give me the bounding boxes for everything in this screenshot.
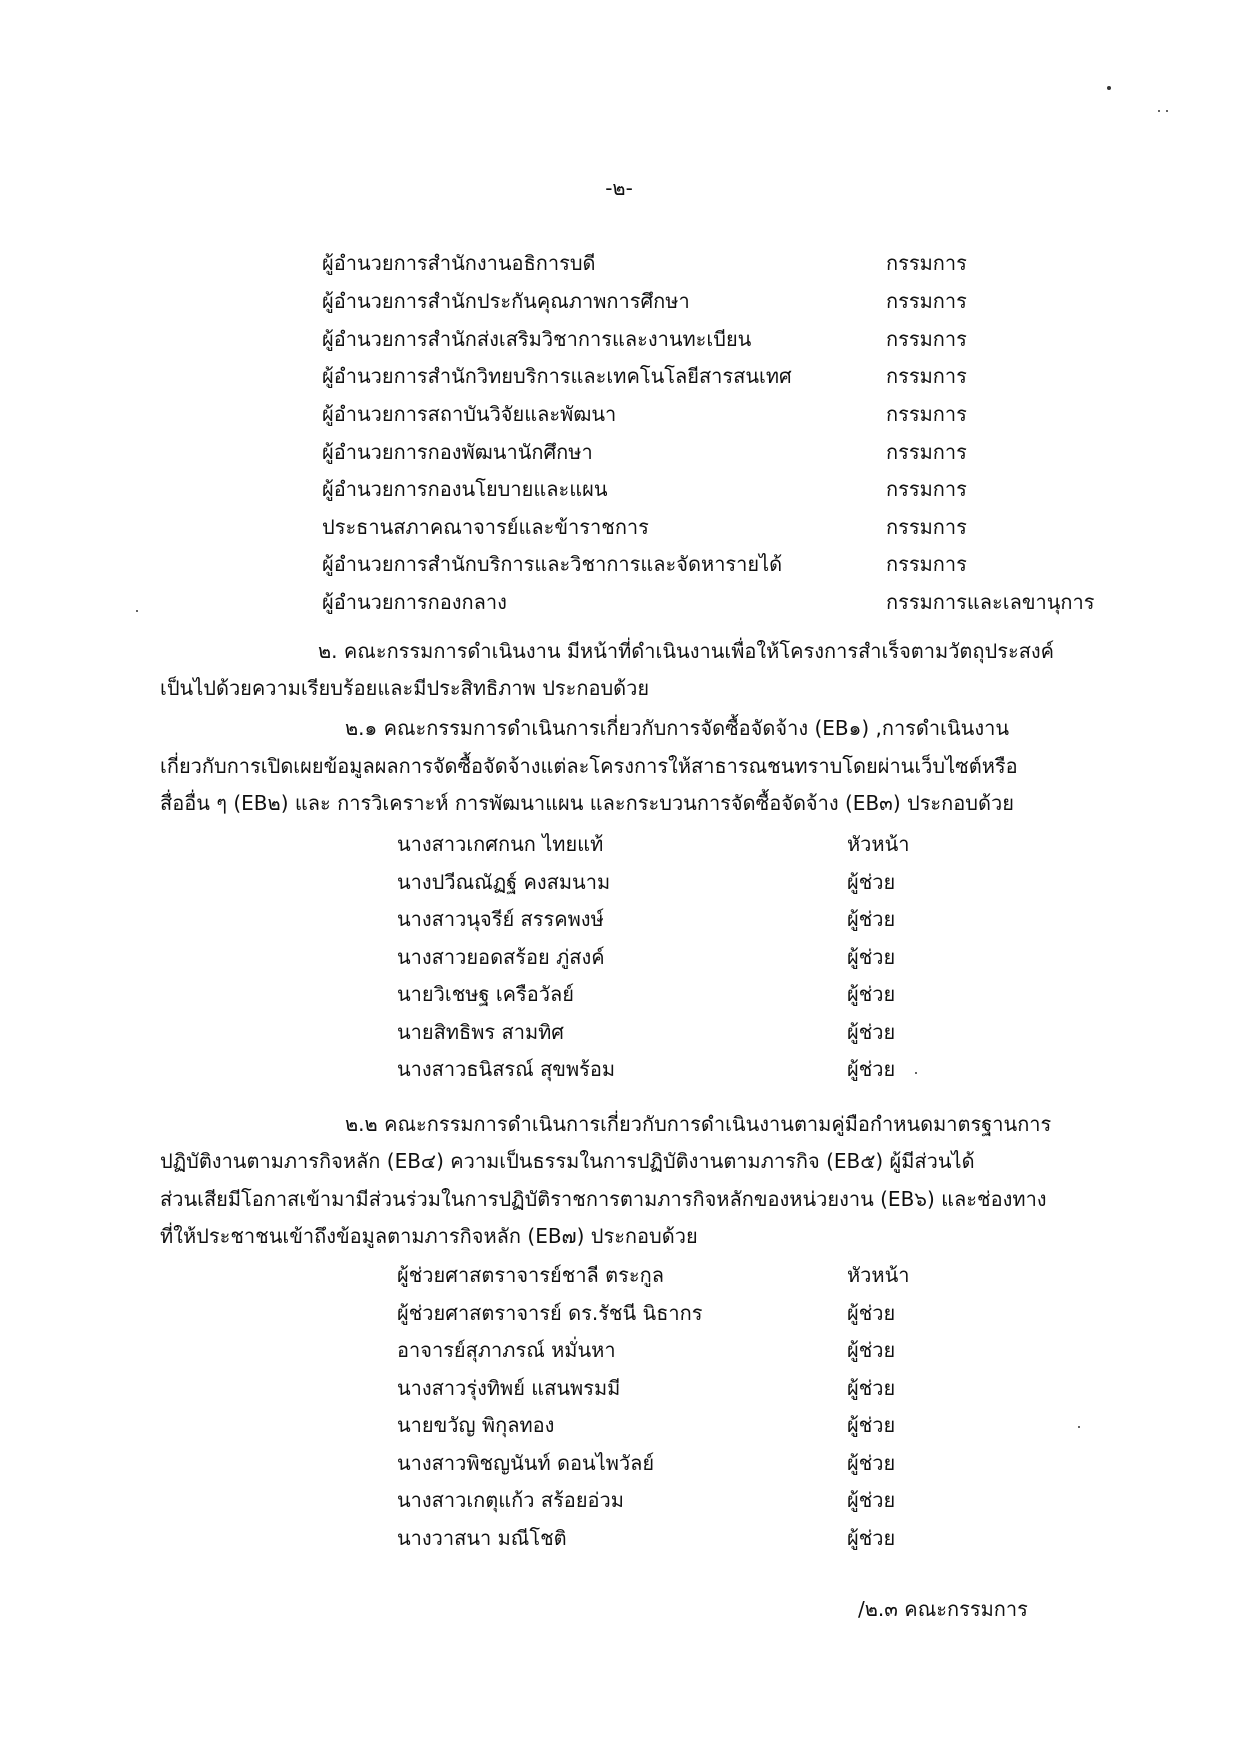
list-item (397, 1052, 917, 1086)
member-role: ผู้ช่วย (847, 1451, 896, 1475)
list-item (322, 585, 1095, 619)
member-role: ผู้ช่วย (847, 1526, 896, 1550)
list-item (322, 510, 1082, 544)
member-position: ผู้อำนวยการสำนักส่งเสริมวิชาการและงานทะเบียน (322, 327, 752, 351)
list-item (397, 827, 917, 861)
member-position: ผู้อำนวยการกองกลาง (322, 590, 507, 614)
list-item (322, 472, 1082, 506)
member-role: ผู้ช่วย (847, 1488, 896, 1512)
scan-speck (1078, 1426, 1080, 1428)
member-role: ผู้ช่วย (847, 1376, 896, 1400)
continuation-note: /๒.๓ คณะกรรมการ (858, 1597, 1028, 1621)
list-item (397, 940, 917, 974)
list-item (397, 1483, 917, 1517)
member-role: ผู้ช่วย (847, 870, 896, 894)
member-name: นายขวัญ พิกุลทอง (397, 1413, 555, 1437)
member-name: นางสาวเกศกนก ไทยแท้ (397, 832, 604, 856)
section2-1-line1: ๒.๑ คณะกรรมการดำเนินการเกี่ยวกับการจัดซื้อจัดจ้าง (EB๑) ,การดำเนินงาน (345, 716, 1009, 740)
member-role: หัวหน้า (847, 1263, 910, 1287)
list-item (397, 1258, 917, 1292)
list-item (322, 322, 1082, 356)
member-role: หัวหน้า (847, 832, 910, 856)
member-position: ผู้อำนวยการสถาบันวิจัยและพัฒนา (322, 402, 617, 426)
member-role: กรรมการ (886, 251, 967, 275)
list-item (397, 977, 917, 1011)
member-role: ผู้ช่วย (847, 982, 896, 1006)
member-name: นางสาวธนิสรณ์ สุขพร้อม (397, 1057, 616, 1081)
section2-1-line3: สื่ออื่น ๆ (EB๒) และ การวิเคราะห์ การพัฒนาแผน และกระบวนการจัดซื้อจัดจ้าง (EB๓) ประกอบด้วย (160, 791, 1014, 815)
scan-speck (1158, 110, 1160, 112)
member-position: ผู้อำนวยการกองนโยบายและแผน (322, 477, 608, 501)
list-item (397, 865, 917, 899)
section2-2-line4: ที่ให้ประชาชนเข้าถึงข้อมูลตามภารกิจหลัก (EB๗) ประกอบด้วย (160, 1224, 698, 1248)
member-position: ผู้อำนวยการสำนักวิทยบริการและเทคโนโลยีสารสนเทศ (322, 364, 792, 388)
scan-speck (915, 1072, 917, 1074)
member-name: นางสาวนุจรีย์ สรรคพงษ์ (397, 907, 604, 931)
section2-1-line2: เกี่ยวกับการเปิดเผยข้อมูลผลการจัดซื้อจัดจ้างแต่ละโครงการให้สาธารณชนทราบโดยผ่านเว็บไซต์หรือ (160, 754, 1018, 778)
list-item (322, 246, 1082, 280)
member-role: ผู้ช่วย (847, 1020, 896, 1044)
member-role: กรรมการ (886, 364, 967, 388)
section2-2-line3: ส่วนเสียมีโอกาสเข้ามามีส่วนร่วมในการปฏิบัติราชการตามภารกิจหลักของหน่วยงาน (EB๖) และช่องทาง (160, 1187, 1047, 1211)
member-role: กรรมการ (886, 477, 967, 501)
member-role: ผู้ช่วย (847, 1057, 896, 1081)
member-name: นายสิทธิพร สามทิศ (397, 1020, 565, 1044)
page-number: -๒- (605, 176, 633, 200)
list-item (397, 1371, 917, 1405)
member-position: ผู้อำนวยการกองพัฒนานักศึกษา (322, 440, 593, 464)
member-name: นางสาวพิชญนันท์ ดอนไพวัลย์ (397, 1451, 655, 1475)
list-item (322, 359, 1082, 393)
member-role: กรรมการ (886, 440, 967, 464)
member-role: กรรมการ (886, 515, 967, 539)
list-item (397, 1296, 917, 1330)
member-name: นางสาวยอดสร้อย ภู่สงค์ (397, 945, 605, 969)
section2-line1: ๒. คณะกรรมการดำเนินงาน มีหน้าที่ดำเนินงานเพื่อให้โครงการสำเร็จตามวัตถุประสงค์ (318, 639, 1055, 663)
list-item (322, 435, 1082, 469)
member-role: กรรมการ (886, 289, 967, 313)
list-item (397, 1333, 917, 1367)
list-item (397, 1015, 917, 1049)
list-item (397, 1408, 917, 1442)
member-role: ผู้ช่วย (847, 945, 896, 969)
member-position: ผู้อำนวยการสำนักบริการและวิชาการและจัดหารายได้ (322, 552, 783, 576)
section2-line2: เป็นไปด้วยความเรียบร้อยและมีประสิทธิภาพ ประกอบด้วย (160, 676, 650, 700)
list-item (397, 902, 917, 936)
list-item (397, 1446, 917, 1480)
member-name: นางสาวรุ่งทิพย์ แสนพรมมี (397, 1376, 621, 1400)
member-role: ผู้ช่วย (847, 907, 896, 931)
member-position: ผู้อำนวยการสำนักประกันคุณภาพการศึกษา (322, 289, 690, 313)
member-role: กรรมการ (886, 402, 967, 426)
scan-speck (1166, 110, 1168, 112)
member-name: นางสาวเกตุแก้ว สร้อยอ่วม (397, 1488, 624, 1512)
member-name: อาจารย์สุภาภรณ์ หมั่นหา (397, 1338, 616, 1362)
section2-2-line1: ๒.๒ คณะกรรมการดำเนินการเกี่ยวกับการดำเนินงานตามคู่มือกำหนดมาตรฐานการ (345, 1112, 1052, 1136)
member-position: ผู้อำนวยการสำนักงานอธิการบดี (322, 251, 596, 275)
list-item (322, 547, 1082, 581)
list-item (322, 397, 1082, 431)
scan-speck (1107, 86, 1111, 90)
member-role: ผู้ช่วย (847, 1413, 896, 1437)
scan-speck (136, 610, 138, 612)
member-role: กรรมการและเลขานุการ (886, 590, 1095, 614)
member-role: ผู้ช่วย (847, 1338, 896, 1362)
member-role: ผู้ช่วย (847, 1301, 896, 1325)
member-name: ผู้ช่วยศาสตราจารย์ ดร.รัชนี นิธากร (397, 1301, 703, 1325)
member-name: นางปวีณณัฏฐ์ คงสมนาม (397, 870, 611, 894)
list-item (322, 284, 1082, 318)
member-role: กรรมการ (886, 552, 967, 576)
member-role: กรรมการ (886, 327, 967, 351)
member-name: นายวิเชษฐ เครือวัลย์ (397, 982, 575, 1006)
member-position: ประธานสภาคณาจารย์และข้าราชการ (322, 515, 649, 539)
section2-2-line2: ปฏิบัติงานตามภารกิจหลัก (EB๔) ความเป็นธรรมในการปฏิบัติงานตามภารกิจ (EB๕) ผู้มีส่วนได้ (160, 1149, 975, 1173)
list-item (397, 1521, 917, 1555)
member-name: ผู้ช่วยศาสตราจารย์ชาลี ตระกูล (397, 1263, 665, 1287)
member-name: นางวาสนา มณีโชติ (397, 1526, 567, 1550)
